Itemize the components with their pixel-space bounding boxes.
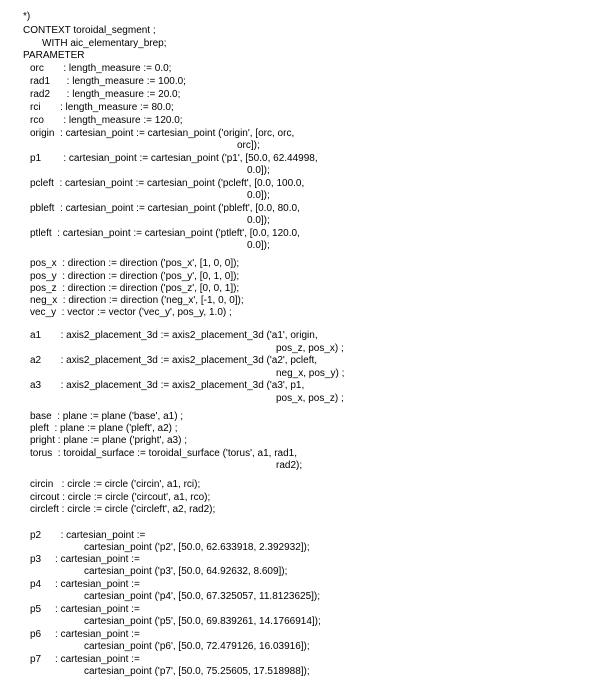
code-line: rad1 : length_measure := 100.0; [30, 76, 186, 87]
code-line-continuation: cartesian_point ('p7', [50.0, 75.25605, 17.518988]); [84, 666, 310, 677]
code-line-continuation: cartesian_point ('p4', [50.0, 67.325057, 11.8123625]); [84, 591, 321, 602]
code-line: a2 : axis2_placement_3d := axis2_placement_3d ('a2', pcleft, [30, 355, 318, 366]
code-line: pos_z : direction := direction ('pos_z', [0, 0, 1]); [30, 283, 240, 294]
code-line: p3 : cartesian_point := [30, 554, 140, 565]
code-line: p5 : cartesian_point := [30, 604, 140, 615]
code-line-continuation: orc]); [237, 140, 260, 151]
code-line: rci : length_measure := 80.0; [30, 102, 174, 113]
code-line: p6 : cartesian_point := [30, 629, 140, 640]
code-line: p7 : cartesian_point := [30, 654, 140, 665]
code-line: neg_x : direction := direction ('neg_x', [-1, 0, 0]); [30, 295, 244, 306]
code-line-continuation: cartesian_point ('p5', [50.0, 69.839261, 14.1766914]); [84, 616, 321, 627]
code-line: pos_y : direction := direction ('pos_y', [0, 1, 0]); [30, 271, 240, 282]
code-line: p1 : cartesian_point := cartesian_point ('p1', [50.0, 62.44998, [30, 153, 318, 164]
parameter-heading: PARAMETER [23, 50, 85, 61]
code-line-continuation: pos_z, pos_x) ; [276, 343, 344, 354]
code-line: circout : circle := circle ('circout', a1, rco); [30, 492, 211, 503]
code-line: pos_x : direction := direction ('pos_x', [1, 0, 0]); [30, 258, 240, 269]
code-line-continuation: 0.0]); [247, 215, 270, 226]
code-line: pleft : plane := plane ('pleft', a2) ; [30, 423, 178, 434]
code-line-continuation: 0.0]); [247, 190, 270, 201]
code-line: rco : length_measure := 120.0; [30, 115, 183, 126]
code-line: p2 : cartesian_point := [30, 530, 146, 541]
code-line-continuation: cartesian_point ('p3', [50.0, 64.92632, 8.609]); [84, 566, 288, 577]
code-line: orc : length_measure := 0.0; [30, 63, 172, 74]
code-line-continuation: rad2); [276, 460, 303, 471]
code-line: pcleft : cartesian_point := cartesian_point ('pcleft', [0.0, 100.0, [30, 178, 305, 189]
code-line: vec_y : vector := vector ('vec_y', pos_y, 1.0) ; [30, 307, 232, 318]
code-line-continuation: 0.0]); [247, 165, 270, 176]
code-line-continuation: pos_x, pos_z) ; [276, 393, 344, 404]
context-declaration: CONTEXT toroidal_segment ; [23, 25, 156, 36]
code-line-continuation: neg_x, pos_y) ; [276, 368, 345, 379]
code-line: a1 : axis2_placement_3d := axis2_placement_3d ('a1', origin, [30, 330, 318, 341]
code-line: a3 : axis2_placement_3d := axis2_placement_3d ('a3', p1, [30, 380, 305, 391]
code-line: circin : circle := circle ('circin', a1, rci); [30, 479, 201, 490]
code-line: p4 : cartesian_point := [30, 579, 140, 590]
code-line: origin : cartesian_point := cartesian_point ('origin', [orc, orc, [30, 128, 295, 139]
code-line-continuation: 0.0]); [247, 240, 270, 251]
code-line: base : plane := plane ('base', a1) ; [30, 411, 184, 422]
code-line-continuation: cartesian_point ('p2', [50.0, 62.633918, 2.392932]); [84, 542, 310, 553]
with-clause: WITH aic_elementary_brep; [42, 38, 167, 49]
code-line: circleft : circle := circle ('circleft', a2, rad2); [30, 504, 216, 515]
code-line: pright : plane := plane ('pright', a3) ; [30, 435, 187, 446]
code-line-continuation: cartesian_point ('p6', [50.0, 72.479126, 16.03916]); [84, 641, 310, 652]
code-line: rad2 : length_measure := 20.0; [30, 89, 181, 100]
comment-close: *) [23, 11, 31, 22]
code-line: ptleft : cartesian_point := cartesian_point ('ptleft', [0.0, 120.0, [30, 228, 300, 239]
code-line: pbleft : cartesian_point := cartesian_point ('pbleft', [0.0, 80.0, [30, 203, 300, 214]
code-line: torus : toroidal_surface := toroidal_surface ('torus', a1, rad1, [30, 448, 298, 459]
